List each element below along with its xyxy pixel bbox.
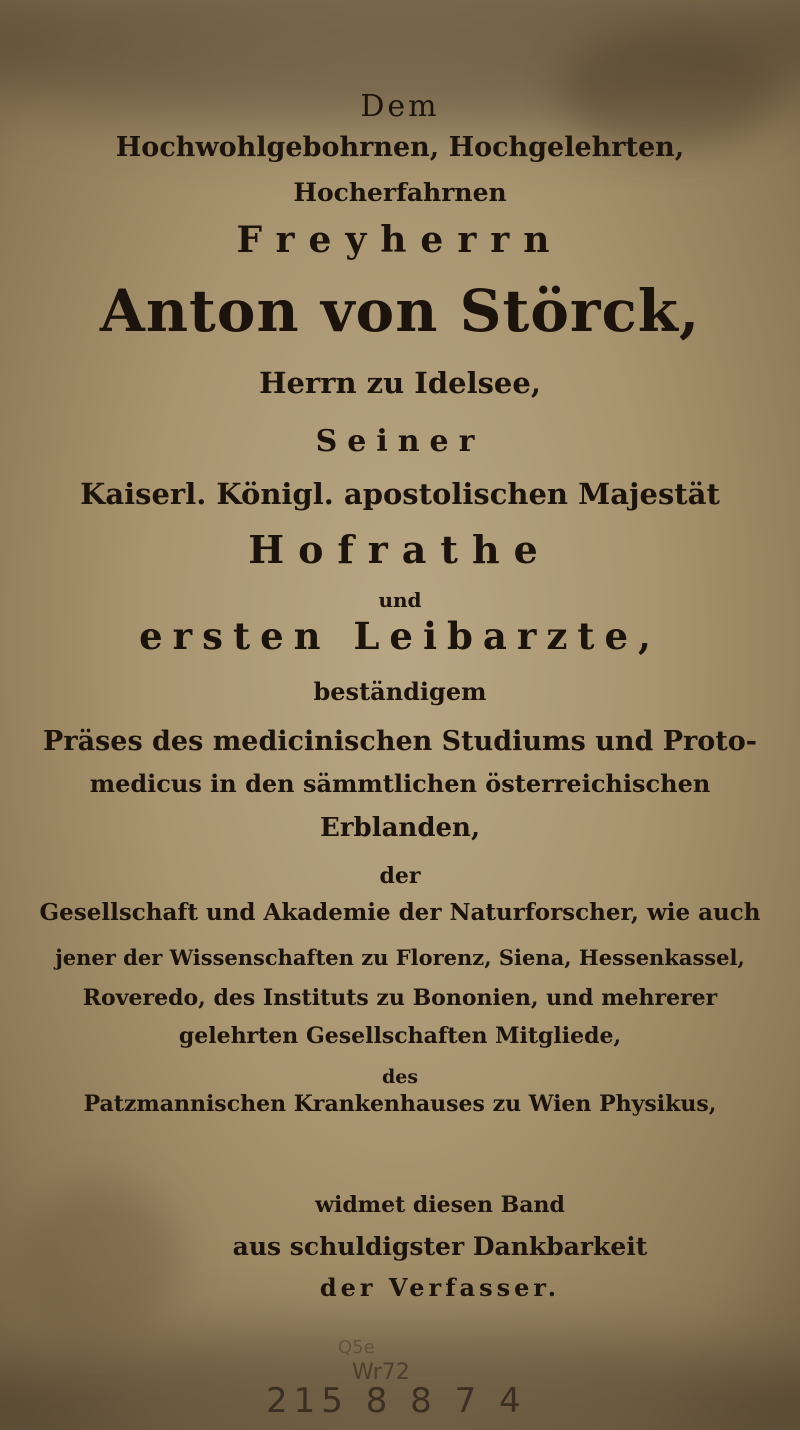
recipient-name: Anton von Störck, bbox=[99, 277, 701, 345]
closing-line: aus schuldigster Dankbarkeit bbox=[232, 1232, 648, 1261]
dedication-line: der bbox=[379, 863, 421, 889]
dedication-line: Hofrathe bbox=[248, 527, 552, 572]
handwritten-shelfmark: 215 8 8 7 4 bbox=[266, 1381, 527, 1421]
dedication-line: Freyherrn bbox=[236, 219, 564, 261]
dedication-line: medicus in den sämmtlichen österreichischen bbox=[89, 769, 711, 798]
dedication-line: Hochwohlgebohrnen, Hochgelehrten, bbox=[115, 132, 685, 163]
dedication-line: und bbox=[378, 588, 422, 612]
dedication-line: Patzmannischen Krankenhauses zu Wien Physikus, bbox=[83, 1091, 717, 1117]
closing-line: widmet diesen Band bbox=[315, 1192, 565, 1218]
dedication-line: des bbox=[381, 1066, 419, 1088]
dedication-line: Gesellschaft und Akademie der Naturforscher, wie auch bbox=[39, 899, 761, 926]
dedication-line: Präses des medicinischen Studiums und Proto- bbox=[43, 726, 757, 757]
dedication-line: Roveredo, des Instituts zu Bononien, und mehrerer bbox=[82, 985, 718, 1011]
author-signature: der Verfasser. bbox=[319, 1273, 561, 1302]
dedication-line: gelehrten Gesellschaften Mitgliede, bbox=[178, 1023, 622, 1049]
dedication-line: Seiner bbox=[315, 424, 485, 459]
handwritten-mark: Q5e bbox=[338, 1337, 375, 1358]
dedication-line: Hocherfahrnen bbox=[293, 178, 507, 207]
dedication-line: Herrn zu Idelsee, bbox=[259, 366, 541, 400]
dedication-line: ersten Leibarzte, bbox=[139, 614, 661, 658]
dedication-line: Erblanden, bbox=[320, 813, 480, 843]
dedication-line: Dem bbox=[360, 89, 440, 124]
dedication-line: beständigem bbox=[313, 677, 487, 706]
dedication-line: jener der Wissenschaften zu Florenz, Siena, Hessenkassel, bbox=[55, 945, 745, 970]
dedication-line: Kaiserl. Königl. apostolischen Majestät bbox=[80, 477, 720, 511]
handwritten-mark: Wr72 bbox=[352, 1360, 410, 1385]
